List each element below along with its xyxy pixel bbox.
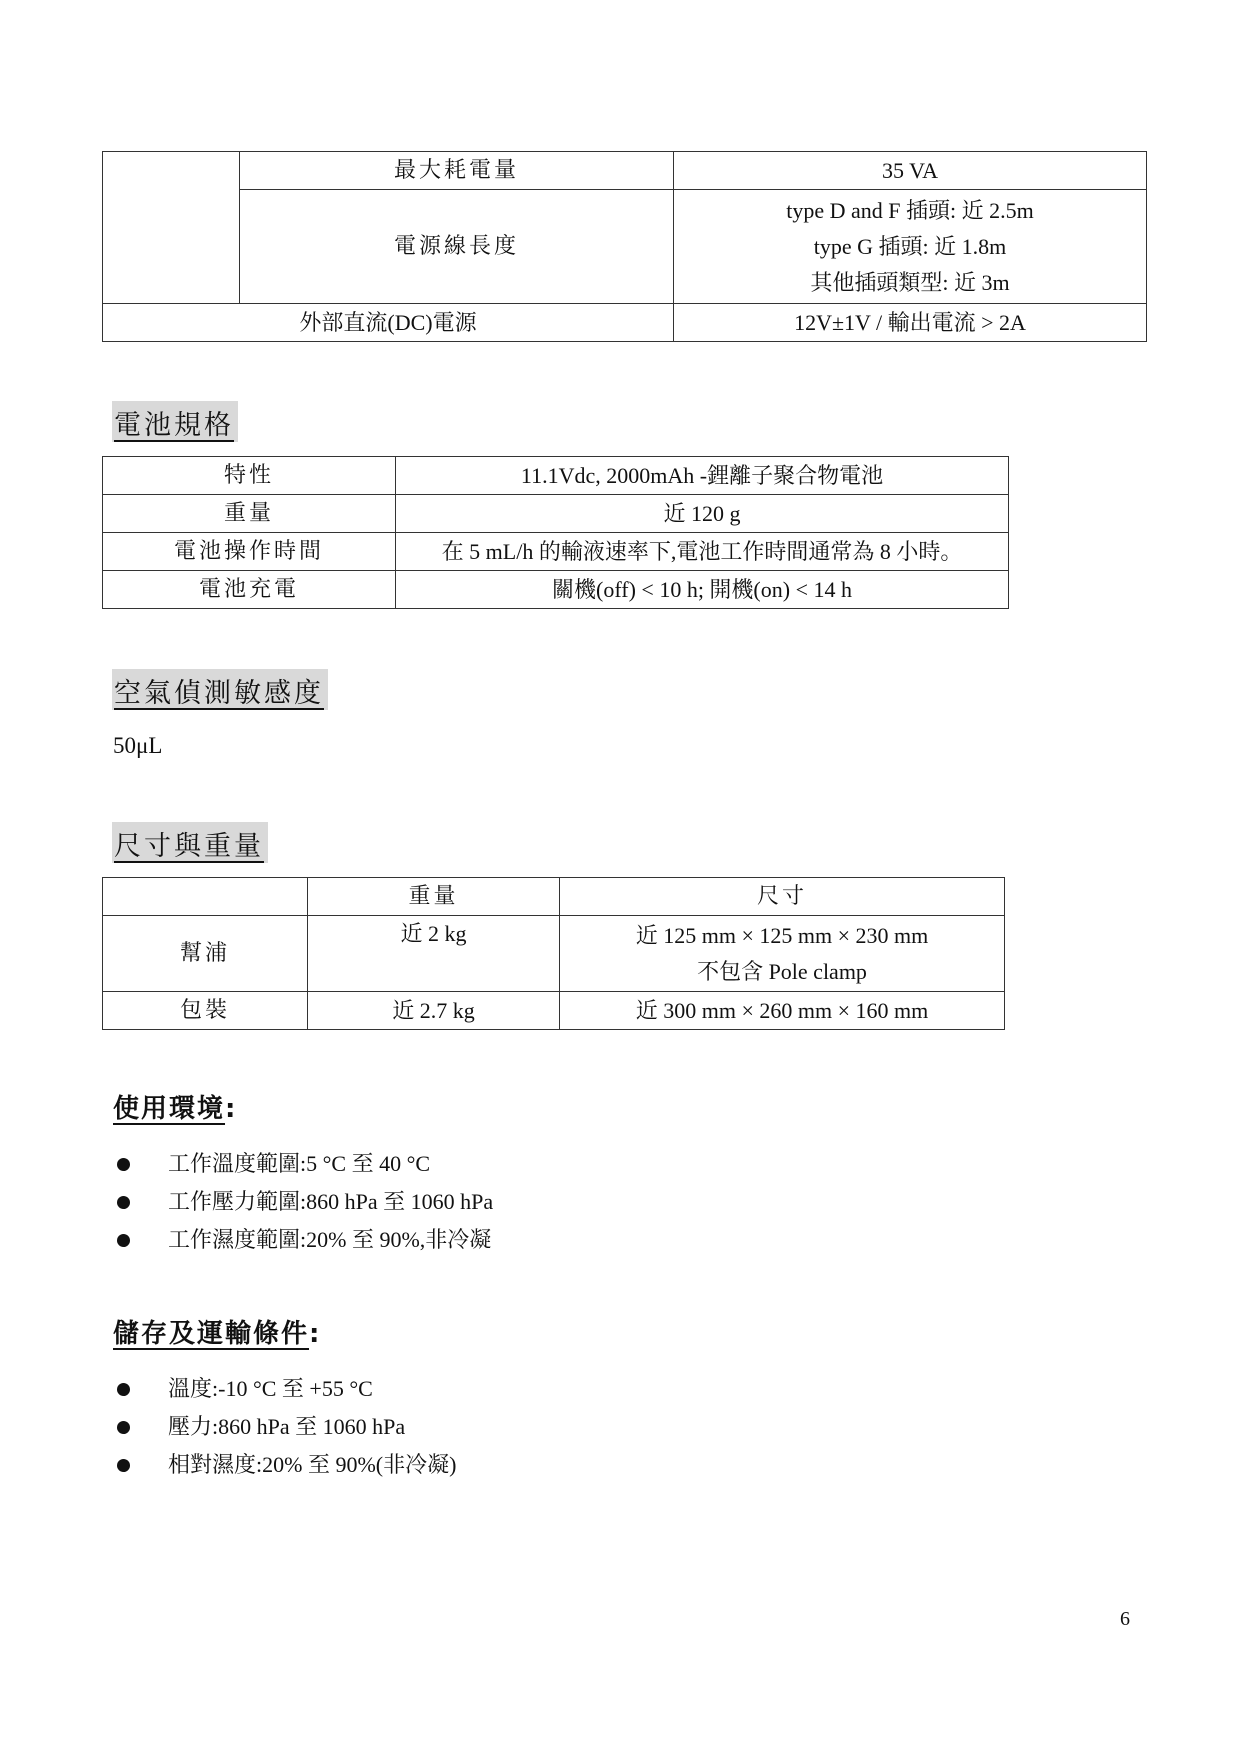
- package-weight: 近 2.7 kg: [308, 992, 560, 1030]
- battery-row-value: 關機(off) < 10 h; 開機(on) < 14 h: [396, 571, 1009, 609]
- list-item-text: 工作濕度範圍:20% 至 90%,非冷凝: [168, 1227, 492, 1252]
- storage-heading: [113, 1313, 321, 1350]
- page-number: 6: [1120, 1608, 1130, 1630]
- dc-power-value: 12V±1V / 輸出電流 > 2A: [674, 304, 1147, 342]
- bullet-icon: [117, 1158, 130, 1171]
- battery-spec-table: [102, 456, 1009, 609]
- pump-size-note: 不包含 Pole clamp: [697, 958, 867, 984]
- environment-heading-text: 使用環境: [113, 1094, 226, 1124]
- battery-row-value: 近 120 g: [396, 495, 1009, 533]
- package-label: 包裝: [103, 992, 308, 1030]
- list-item-text: 溫度:-10 °C 至 +55 °C: [168, 1376, 373, 1401]
- list-item: [113, 1221, 493, 1259]
- pump-size: 近 125 mm × 125 mm × 230 mm: [635, 922, 929, 948]
- battery-row-value: 在 5 mL/h 的輸液速率下,電池工作時間通常為 8 小時。: [396, 533, 1009, 571]
- bullet-icon: [117, 1459, 130, 1472]
- dc-power-label: 外部直流(DC)電源: [103, 304, 674, 342]
- environment-heading-colon: :: [225, 1094, 238, 1124]
- pump-size-cell: [560, 916, 1005, 992]
- bullet-icon: [117, 1383, 130, 1396]
- cord-value-line: type D and F 插頭: 近 2.5m: [786, 197, 1034, 223]
- battery-heading: 電池規格: [112, 401, 238, 442]
- storage-heading-text: 儲存及運輸條件: [113, 1319, 310, 1349]
- battery-row-label: 重量: [103, 495, 396, 533]
- list-item: [113, 1446, 456, 1484]
- dimensions-heading: 尺寸與重量: [112, 822, 268, 863]
- size-column-header: 尺寸: [560, 878, 1005, 916]
- cord-value-line: type G 插頭: 近 1.8m: [813, 233, 1007, 259]
- max-power-value: 35 VA: [674, 152, 1147, 190]
- list-item: [113, 1370, 456, 1408]
- bullet-icon: [117, 1234, 130, 1247]
- list-item-text: 壓力:860 hPa 至 1060 hPa: [168, 1414, 406, 1439]
- bullet-icon: [117, 1196, 130, 1209]
- list-item-text: 工作壓力範圍:860 hPa 至 1060 hPa: [168, 1189, 494, 1214]
- list-item: [113, 1408, 456, 1446]
- cord-length-label: 電源線長度: [240, 190, 674, 304]
- list-item: [113, 1183, 493, 1221]
- pump-label: 幫浦: [103, 916, 308, 992]
- battery-row-label: 特性: [103, 457, 396, 495]
- power-spec-table: [102, 151, 1147, 342]
- dimensions-table: [102, 877, 1005, 1030]
- cord-length-values: [674, 190, 1147, 304]
- storage-list: [113, 1370, 456, 1484]
- package-size: 近 300 mm × 260 mm × 160 mm: [560, 992, 1005, 1030]
- environment-heading: [113, 1088, 237, 1125]
- weight-column-header: 重量: [308, 878, 560, 916]
- storage-heading-colon: :: [309, 1319, 322, 1349]
- list-item-text: 相對濕度:20% 至 90%(非冷凝): [168, 1452, 457, 1477]
- bullet-icon: [117, 1421, 130, 1434]
- battery-row-label: 電池充電: [103, 571, 396, 609]
- environment-list: [113, 1145, 493, 1259]
- empty-header-cell: [103, 878, 308, 916]
- pump-weight: 近 2 kg: [308, 916, 560, 992]
- battery-row-label: 電池操作時間: [103, 533, 396, 571]
- battery-row-value: 11.1Vdc, 2000mAh -鋰離子聚合物電池: [396, 457, 1009, 495]
- air-detection-heading: 空氣偵測敏感度: [112, 669, 328, 710]
- air-detection-value: 50μL: [113, 733, 163, 758]
- empty-cell: [103, 152, 240, 304]
- list-item-text: 工作溫度範圍:5 °C 至 40 °C: [168, 1151, 431, 1176]
- max-power-label: 最大耗電量: [240, 152, 674, 190]
- cord-value-line: 其他插頭類型: 近 3m: [810, 269, 1010, 295]
- list-item: [113, 1145, 493, 1183]
